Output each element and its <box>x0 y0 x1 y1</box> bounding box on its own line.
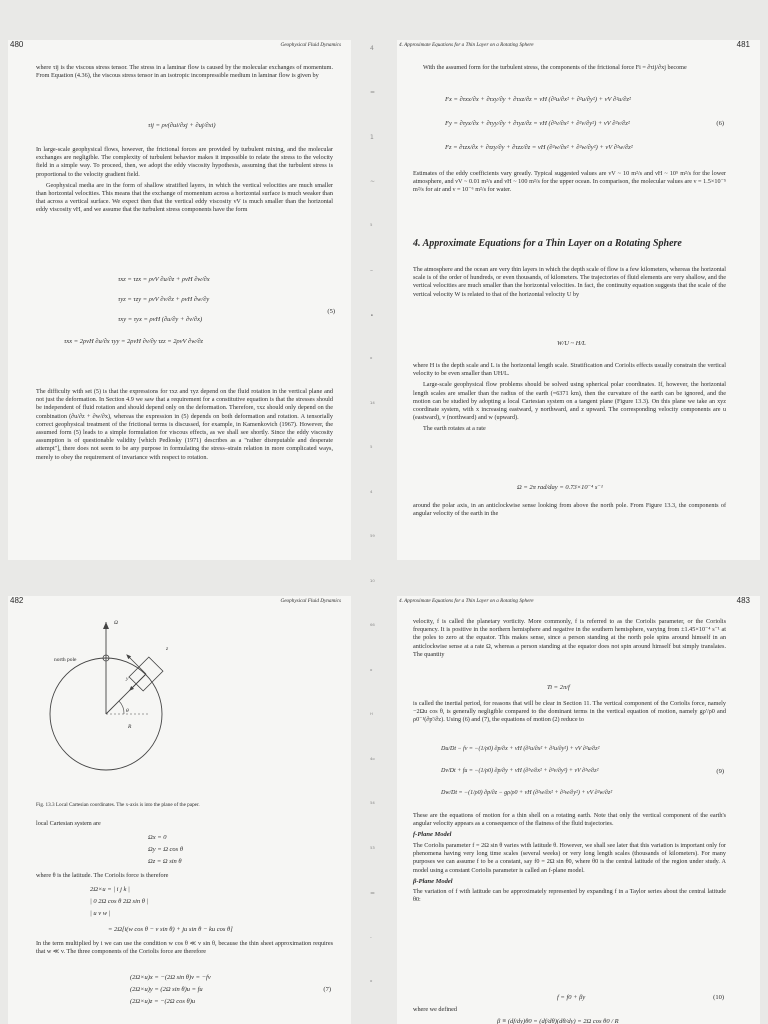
paragraph: velocity, f is called the planetary vorticity. More commonly, f is referred to as the Coriolis parameter, or the Coriolis frequency. It is positive in the northern hemisphere and negative in the southern hemisphere, varying from ±1.45×10⁻⁴ s⁻¹ at the poles to zero at the equator. This makes sense, since a person standing at the north pole spins around himself in an anticlockwise sense at a rate Ω, whereas a person standing at the equator does not spin around himself but simply translates. The quantity <box>413 618 726 658</box>
equation-5-line-2: τyz = τzy = ρνV ∂v/∂z + ρνH ∂w/∂y <box>118 296 210 303</box>
omega-component-z: Ωz = Ω sin θ <box>148 858 182 865</box>
gutter-mark: ⁴ᵒ <box>370 757 375 764</box>
page-header <box>397 596 760 610</box>
equation-omega: Ω = 2π rad/day = 0.73×10⁻⁴ s⁻¹ <box>517 484 603 491</box>
running-head: 4. Approximate Equations for a Thin Layer on a Rotating Sphere <box>399 598 534 604</box>
page-483 <box>397 596 760 1024</box>
equation-5-line-1: τxz = τzx = ρνV ∂u/∂z + ρνH ∂w/∂x <box>118 276 210 283</box>
page-480 <box>8 40 351 560</box>
text-block-2 <box>36 146 333 218</box>
gutter-mark: ⁵⁴ <box>370 801 375 808</box>
determinant-row-1: 2Ω×u = | i j k | <box>90 886 130 893</box>
equation-10: f = f0 + βy <box>557 994 586 1001</box>
paragraph: The difficulty with set (5) is that the expressions for τxz and τyz depend on the fluid rotation in the vertical plane and not just the deformation. In Section 4.9 we saw that a requirement for a constitutive equation is that the stresses should be independent of fluid rotation and should depend only on the deformation. Therefore, τxz should only depend on the combination (∂u/∂z + ∂w/∂x), whereas the expression in (5) depends on both deformation and rotation. A tensorially correct geophysical treatment of the frictional terms is discussed, for example, in Kamenkovich (1967). However, the assumed form (5) leads to a simple formulation for viscous effects, as we shall see shortly. Since the eddy viscosity assumption is of questionable validity [which Pedlosky (1971) describes as a "rather disreputable and desperate attempt"], there does not seem to be any purpose in formulating the stress–strain relation in more complicated ways, merely to obey the requirement of invariance with respect to rotation. <box>36 388 333 461</box>
gutter-mark: ∼ <box>370 178 376 185</box>
equation-number: (6) <box>716 120 724 127</box>
omega-component-y: Ωy = Ω cos θ <box>148 846 184 853</box>
paragraph: The earth rotates at a rate <box>423 425 486 433</box>
equation-5-line-3: τxy = τyx = ρνH (∂u/∂y + ∂v/∂x) <box>118 316 203 323</box>
paragraph: These are the equations of motion for a thin shell on a rotating earth. Note that only the vertical component of the earth's angular velocity appears as a consequence of the flatness of the fluid trajectories. <box>413 812 726 828</box>
fig-label-theta: θ <box>126 708 129 714</box>
equation-number: (5) <box>327 308 335 315</box>
gutter-mark: ⁵ <box>370 445 373 452</box>
equation-5-line-4: τxx = 2ρνH ∂u/∂x τyy = 2ρνH ∂v/∂y τzz = 2ρνV ∂w/∂z <box>64 338 204 345</box>
page-482 <box>8 596 351 1024</box>
figure-caption: Fig. 13.3 Local Cartesian coordinates. The x-axis is into the plane of the paper. <box>36 802 200 808</box>
equation-7-line-3: (2Ω×u)z = −(2Ω cos θ)u <box>130 998 196 1005</box>
page-number: 480 <box>10 40 24 49</box>
page-header <box>397 40 760 54</box>
gutter-mark: – <box>370 267 373 274</box>
gutter-mark: 1 <box>370 134 374 141</box>
fig-label-north-pole: north pole <box>54 657 77 663</box>
text-block-3 <box>413 266 726 302</box>
gutter-mark: ⁵ <box>370 223 373 230</box>
page-number: 481 <box>736 40 750 49</box>
gutter-mark: ∙ <box>370 312 374 319</box>
paragraph: In the term multiplied by i we can use the condition w cos θ ≪ v sin θ, because the thin sheet approximation requires that w ≪ v. The three components of the Coriolis force are therefore <box>36 940 333 956</box>
equation-9-line-2: Dv/Dt + fu = −(1/ρ0) ∂p/∂y + νH (∂²v/∂x² + ∂²v/∂y²) + νV ∂²v/∂z² <box>441 768 599 774</box>
paragraph: With the assumed form for the turbulent stress, the components of the frictional force Fi = ∂τij/∂xj become <box>423 64 687 71</box>
subheading-beta-plane: β-Plane Model <box>413 877 453 885</box>
running-head: Geophysical Fluid Dynamics <box>280 42 341 48</box>
section-heading: 4. Approximate Equations for a Thin Layer on a Rotating Sphere <box>413 238 682 249</box>
text-block-4 <box>413 362 726 437</box>
paragraph: Large-scale geophysical flow problems should be solved using spherical polar coordinates. If, however, the horizontal length scales are smaller than the radius of the earth (=6371 km), then the curvature of the earth can be ignored, and the motion can be studied by adopting a local Cartesian system on a tangent plane (Figure 13.3). On this plane we take an xyz coordinate system, with x increasing eastward, y northward, and z upward. The corresponding velocity components are u (eastward), v (northward) and w (upward). <box>413 381 726 422</box>
text-block-1 <box>413 64 726 75</box>
equation-scale: W/U ~ H/L <box>557 340 586 347</box>
text-block-3 <box>36 388 333 465</box>
gutter-mark: ᴴ <box>370 712 373 719</box>
gutter-mark: ⁴ <box>370 490 373 497</box>
paragraph: around the polar axis, in an anticlockwise sense looking from above the north pole. From Figure 13.3, the components of angular velocity of the earth in the <box>413 502 726 518</box>
page-header <box>8 596 351 610</box>
equation-6-line-2: Fy = ∂τyx/∂x + ∂τyy/∂y + ∂τyz/∂z = νH (∂²v/∂x² + ∂²v/∂y²) + νV ∂²v/∂z² <box>445 120 630 127</box>
page-gutter <box>352 0 396 1024</box>
gutter-mark: ⁶⁶ <box>370 623 375 630</box>
running-head: Geophysical Fluid Dynamics <box>280 598 341 604</box>
gutter-mark: ¹⁰ <box>370 579 375 586</box>
gutter-mark: ¹⁴ <box>370 401 375 408</box>
page-number: 482 <box>10 596 24 605</box>
coriolis-expansion: = 2Ω[i(w cos θ − v sin θ) + ju sin θ − ku cos θ] <box>108 926 233 933</box>
fig-label-y: y <box>126 676 129 682</box>
gutter-mark: ᵒ <box>370 979 373 986</box>
text-block-1 <box>413 618 726 662</box>
equation-number: (7) <box>323 986 331 993</box>
equation-9-line-1: Du/Dt − fv = −(1/ρ0) ∂p/∂x + νH (∂²u/∂x² + ∂²u/∂y²) + νV ∂²u/∂z² <box>441 746 600 752</box>
omega-component-x: Ωx = 0 <box>148 834 167 841</box>
gutter-mark: = <box>370 89 376 96</box>
equation-7-line-2: (2Ω×u)y = (2Ω sin θ)u = fu <box>130 986 203 993</box>
page-481 <box>397 40 760 560</box>
determinant-row-2: | 0 2Ω cos θ 2Ω sin θ | <box>90 898 149 905</box>
equation-viscous-stress: τij = ρν(∂ui/∂xj + ∂uj/∂xi) <box>148 122 216 129</box>
paragraph: Geophysical media are in the form of shallow stratified layers, in which the vertical velocities are much smaller than horizontal velocities. This means that the exchange of momentum across a horizontal surface is much weaker than that across a vertical surface. We expect then that the vertical eddy viscosity νV is much smaller than the horizontal eddy viscosity νH, and we assume that the turbulent stress components have the form <box>36 181 333 214</box>
paragraph: where τij is the viscous stress tensor. The stress in a laminar flow is caused by the molecular exchanges of momentum. From Equation (4.36), the viscous stress tensor in an isotropic incompressible medium in laminar flow is given by <box>36 64 333 80</box>
gutter-mark: = <box>370 890 376 897</box>
text-block-3 <box>36 940 333 959</box>
text-block-1 <box>36 64 333 83</box>
page-header <box>8 40 351 54</box>
fig-label-z: z <box>166 646 169 652</box>
gutter-mark: ᵒ <box>370 668 373 675</box>
text-block-1 <box>36 820 333 831</box>
text-block-5 <box>413 502 726 521</box>
equation-number: (9) <box>716 768 724 775</box>
paragraph: where H is the depth scale and L is the horizontal length scale. Stratification and Coriolis effects usually constrain the vertical velocity to be even smaller than UH/L. <box>413 362 726 378</box>
paragraph: is called the inertial period, for reasons that will be clear in Section 11. The vertical component of the Coriolis force, namely −2Ωu cos θ, is generally negligible compared to the dominant terms in the vertical equation of motion, namely gρ'/ρ0 and ρ0⁻¹(∂p'/∂z). Using (6) and (7), the equations of motion (2) reduce to <box>413 700 726 724</box>
subheading-f-plane: f-Plane Model <box>413 831 452 839</box>
gutter-mark: · <box>370 935 372 942</box>
equation-6-line-1: Fx = ∂τxx/∂x + ∂τxy/∂y + ∂τxz/∂z = νH (∂²u/∂x² + ∂²u/∂y²) + νV ∂²u/∂z² <box>445 96 631 103</box>
equation-7-line-1: (2Ω×u)x = −(2Ω sin θ)v = −fv <box>130 974 211 981</box>
page-number: 483 <box>736 596 750 605</box>
gutter-mark: ⁵⁹ <box>370 534 375 541</box>
equation-number: (10) <box>713 994 724 1001</box>
tangent-plane <box>109 644 163 698</box>
paragraph: In large-scale geophysical flows, however, the frictional forces are provided by turbulent mixing, and the molecular exchanges are negligible. The complexity of turbulent behavior makes it impossible to relate the stress to the velocity field in a simple way. To proceed, then, we adopt the eddy viscosity hypothesis, assuming that the turbulent stress is proportional to the velocity gradient field. <box>36 146 333 178</box>
paragraph: local Cartesian system are <box>36 820 101 827</box>
gutter-mark: ⁵³ <box>370 846 375 853</box>
paragraph: The variation of f with latitude can be approximately represented by expanding f in a Taylor series about the central latitude θ0: <box>413 888 726 904</box>
text-block-4 <box>413 1006 726 1017</box>
text-block-2 <box>413 170 726 198</box>
equation-6-line-3: Fz = ∂τzx/∂x + ∂τzy/∂y + ∂τzz/∂z = νH (∂²w/∂x² + ∂²w/∂y²) + νV ∂²w/∂z² <box>445 144 633 151</box>
determinant-row-3: | u v w | <box>90 910 111 917</box>
gutter-mark: 4 <box>370 45 374 52</box>
paragraph: The atmosphere and the ocean are very thin layers in which the depth scale of flow is a few kilometers, whereas the horizontal scale is of the order of hundreds, or even thousands, of kilometers. The trajectories of fluid elements are very shallow, and the vertical velocities are much smaller than the horizontal velocities. In fact, the continuity equation suggests that the scale of the vertical velocity W is related to that of the horizontal velocity U by <box>413 266 726 298</box>
equation-inertial-period: Ti = 2π/f <box>547 684 570 691</box>
figure-13-3 <box>48 622 208 772</box>
fig-label-r: R <box>128 724 132 730</box>
paragraph: where θ is the latitude. The Coriolis force is therefore <box>36 872 169 879</box>
text-block-2 <box>413 700 726 728</box>
latitude-arc <box>119 701 124 714</box>
paragraph: The Coriolis parameter f = 2Ω sin θ varies with latitude θ. However, we shall see later that this variation is important only for phenomena having very long time scales (several weeks) or very long length scales (thousands of kilometers). For many purposes we can assume f to be a constant, say f0 = 2Ω sin θ0, where θ0 is the central latitude of the region under study. A model using a constant Coriolis parameter is called an f-plane model. <box>413 841 726 874</box>
omega-arrow-icon <box>103 622 109 629</box>
text-block-3 <box>413 812 726 908</box>
paragraph: Estimates of the eddy coefficients vary greatly. Typical suggested values are νV ~ 10 m²/s and νH ~ 10⁵ m²/s for the lower atmosphere, and νV ~ 0.01 m²/s and νH ~ 100 m²/s for the upper ocean. In comparison, the molecular values are ν = 1.5×10⁻⁵ m²/s for air and ν = 10⁻⁶ m²/s for water. <box>413 170 726 194</box>
text-block-2 <box>36 872 333 883</box>
fig-label-omega: Ω <box>114 620 118 626</box>
gutter-mark: ᵒ <box>370 356 373 363</box>
equation-beta: β ≡ (df/dy)θ0 = (df/dθ)(dθ/dy) = 2Ω cos θ0 / R <box>497 1018 619 1024</box>
equation-9-line-3: Dw/Dt = −(1/ρ0) ∂p/∂z − gρ/ρ0 + νH (∂²w/∂x² + ∂²w/∂y²) + νV ∂²w/∂z² <box>441 790 613 796</box>
running-head: 4. Approximate Equations for a Thin Layer on a Rotating Sphere <box>399 42 534 48</box>
paragraph: where we defined <box>413 1006 457 1013</box>
